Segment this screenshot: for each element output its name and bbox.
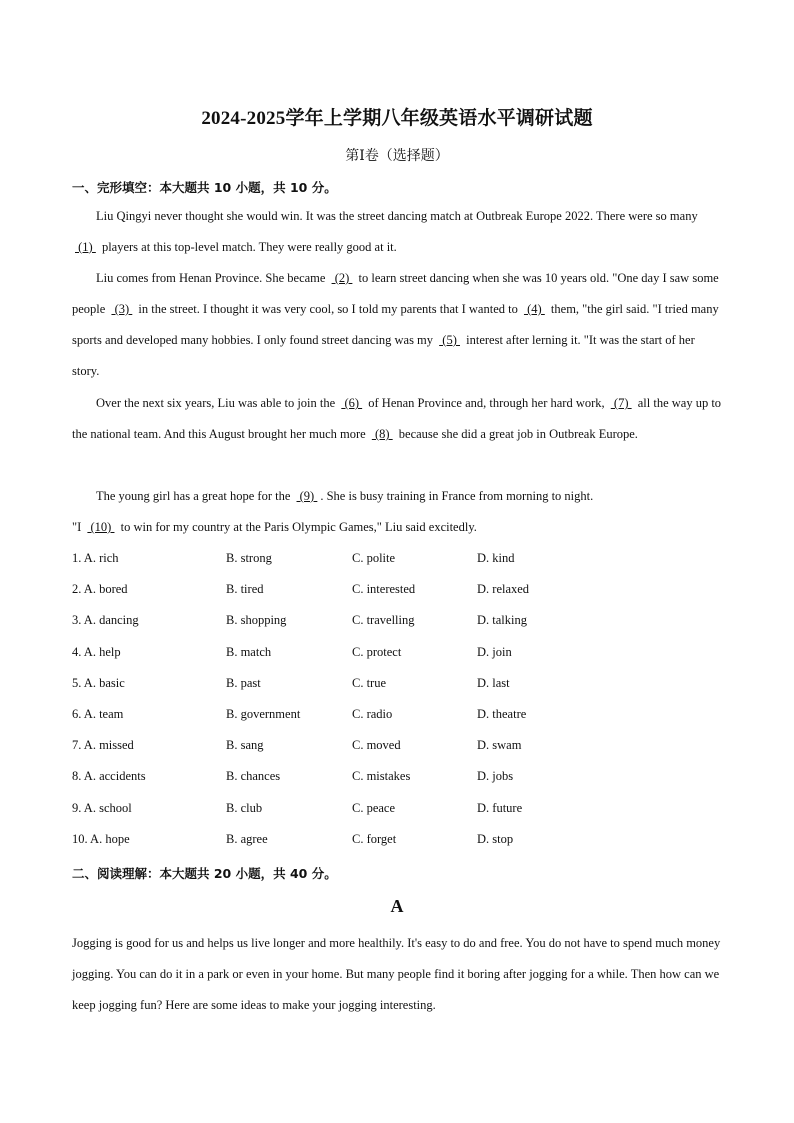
page-subtitle: 第Ⅰ卷（选择题）: [345, 149, 449, 164]
option-row: [72, 543, 724, 574]
section-heading-reading: 二、阅读理解：本大题共 20 小题，共 40 分。: [72, 866, 337, 881]
option-row: [72, 793, 724, 824]
option-b: B. shopping: [226, 613, 287, 628]
page-title: 2024-2025学年上学期八年级英语水平调研试题: [201, 108, 593, 129]
reading-passage-a: Jogging is good for us and helps us live longer and more healthily. It's easy to do and free. You do not have to spend much money jogging. You can do it in a park or even in your home. But many people find it boring after jogging for a while. Then how can we keep jogging fun? Here are some ideas to make your jogging interesting.: [72, 936, 721, 1012]
option-c: C. forget: [352, 831, 397, 846]
option-c: C. mistakes: [352, 769, 411, 784]
option-a: 10. A. hope: [72, 831, 130, 846]
option-a: 4. A. help: [72, 644, 121, 659]
cloze-options: [72, 543, 724, 855]
option-c: C. interested: [352, 582, 416, 597]
option-a: 6. A. team: [72, 707, 124, 722]
section-heading-cloze: 一、完形填空：本大题共 10 小题，共 10 分。: [72, 180, 337, 195]
option-b: B. past: [226, 675, 261, 690]
option-d: D. join: [477, 644, 512, 659]
option-c: C. polite: [352, 551, 396, 566]
option-a: 8. A. accidents: [72, 769, 146, 784]
text: interest after lerning it. "It was the start of her story.: [72, 333, 695, 378]
text: . She is busy training in France from morning to night.: [320, 489, 594, 503]
option-d: D. last: [477, 675, 510, 690]
blank-7: (7): [610, 396, 632, 410]
option-row: [72, 730, 724, 761]
option-a: 3. A. dancing: [72, 613, 139, 628]
text: of Henan Province and, through her hard work,: [365, 396, 608, 410]
blank-1: (1): [75, 240, 96, 254]
blank-9: (9): [296, 489, 318, 503]
option-b: B. government: [226, 707, 301, 722]
option-b: B. tired: [226, 582, 264, 597]
option-c: C. true: [352, 675, 387, 690]
option-a: 9. A. school: [72, 800, 132, 815]
option-b: B. strong: [226, 551, 272, 566]
text: because she did a great job in Outbreak Europe.: [395, 427, 638, 441]
blank-8: (8): [371, 427, 393, 441]
option-d: D. swam: [477, 738, 522, 753]
cloze-paragraph-1: [72, 201, 724, 263]
option-a: 5. A. basic: [72, 675, 125, 690]
option-d: D. future: [477, 800, 523, 815]
blank-4: (4): [523, 302, 545, 316]
option-b: B. club: [226, 800, 263, 815]
text: them, "the girl said. "I tried many sports and developed many hobbies. I only found street dancing was my: [72, 302, 719, 347]
option-c: C. peace: [352, 800, 396, 815]
text: all the way up to the national team. And this August brought her much more: [72, 396, 722, 441]
text: players at this top-level match. They were really good at it.: [98, 240, 397, 254]
option-a: 7. A. missed: [72, 738, 134, 753]
option-c: C. protect: [352, 644, 402, 659]
text: to win for my country at the Paris Olympic Games," Liu said excitedly.: [117, 520, 477, 534]
option-b: B. agree: [226, 831, 268, 846]
option-row: [72, 574, 724, 605]
option-d: D. theatre: [477, 707, 527, 722]
blank-6: (6): [341, 396, 363, 410]
option-row: [72, 699, 724, 730]
cloze-paragraph-4: [72, 481, 724, 543]
option-row: [72, 824, 724, 855]
option-row: [72, 605, 724, 636]
option-d: D. kind: [477, 551, 515, 566]
blank-10: (10): [87, 520, 115, 534]
blank-5: (5): [439, 333, 460, 347]
option-row: [72, 637, 724, 668]
text: to learn street dancing when she was 10 years old. "One day I saw some people: [72, 271, 719, 316]
option-row: [72, 761, 724, 792]
option-d: D. stop: [477, 831, 514, 846]
blank-3: (3): [111, 302, 133, 316]
option-a: 1. A. rich: [72, 551, 119, 566]
option-c: C. travelling: [352, 613, 415, 628]
option-d: D. jobs: [477, 769, 514, 784]
text: Liu Qingyi never thought she would win. It was the street dancing match at Outbreak Europe 2022. There were so many: [96, 209, 698, 223]
passage-letter: A: [390, 896, 404, 916]
blank-2: (2): [331, 271, 353, 285]
text: The young girl has a great hope for the: [96, 489, 294, 503]
option-b: B. chances: [226, 769, 281, 784]
option-a: 2. A. bored: [72, 582, 128, 597]
option-d: D. talking: [477, 613, 527, 628]
option-c: C. moved: [352, 738, 401, 753]
option-row: [72, 668, 724, 699]
option-c: C. radio: [352, 707, 393, 722]
text: Liu comes from Henan Province. She became: [96, 271, 329, 285]
text: in the street. I thought it was very cool, so I told my parents that I wanted to: [135, 302, 521, 316]
text: Over the next six years, Liu was able to join the: [96, 396, 339, 410]
cloze-paragraph-3: [72, 388, 724, 450]
option-b: B. sang: [226, 738, 264, 753]
option-d: D. relaxed: [477, 582, 530, 597]
text: "I: [72, 520, 85, 534]
option-b: B. match: [226, 644, 272, 659]
cloze-paragraph-2: [72, 263, 724, 387]
